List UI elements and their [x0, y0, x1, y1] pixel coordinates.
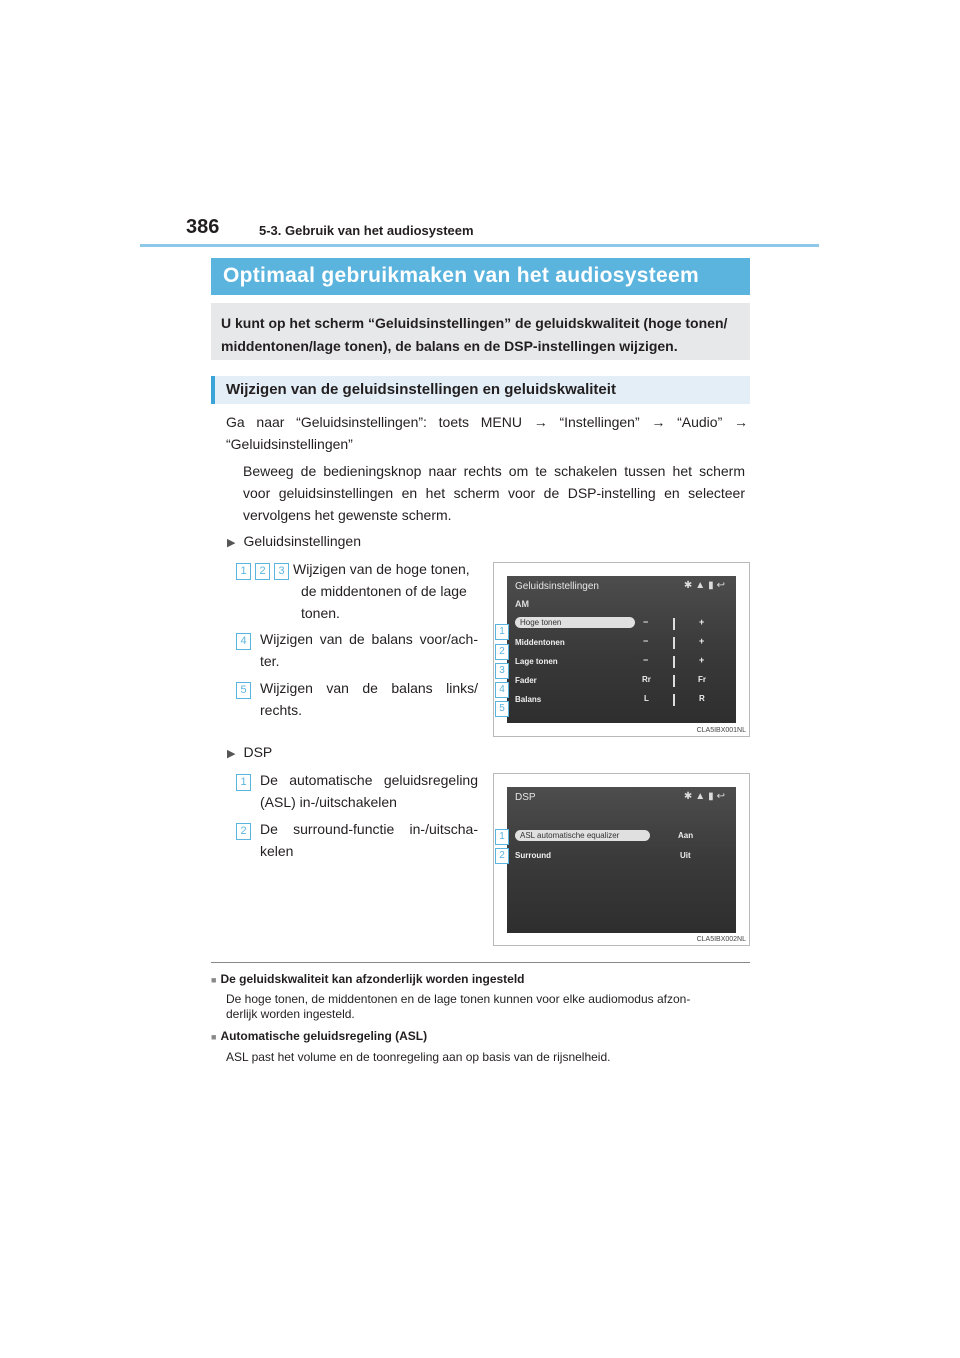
note-1-line2: derlijk worden ingesteld.	[226, 1007, 355, 1021]
row-lage-tonen: Lage tonen	[515, 657, 558, 666]
callout-4: 4	[495, 682, 509, 698]
geluid-item-1-3-line2: de middentonen of de lage	[301, 583, 467, 599]
notes-divider	[211, 962, 750, 963]
dsp-item-1-line2: (ASL) in-/uitschakelen	[260, 794, 397, 810]
note-1-line1: De hoge tonen, de middentonen en de lage tonen kunnen voor elke audiomodus afzon-	[226, 992, 691, 1006]
callout-2: 2	[495, 848, 509, 864]
number-badge: 2	[255, 563, 270, 580]
screenshot-geluidsinstellingen	[493, 562, 750, 737]
screen-display	[507, 576, 736, 723]
status-icons: ✱▲▮↩	[683, 580, 728, 591]
figure-caption: CLA5IBX002NL	[696, 936, 746, 943]
dsp-heading: ▶ DSP	[227, 744, 273, 760]
header-rule	[140, 244, 819, 247]
note-1-heading: ■ De geluidskwaliteit kan afzonderlijk worden ingesteld	[211, 972, 525, 986]
plus-icon: +	[699, 636, 705, 646]
subsection-heading: Wijzigen van de geluidsinstellingen en geluidskwaliteit	[226, 381, 616, 398]
dsp-item-2-line2: kelen	[260, 843, 294, 859]
geluid-item-1-3: 1 2 3 Wijzigen van de hoge tonen,	[236, 558, 470, 580]
geluid-item-4	[236, 628, 255, 650]
fader-rear-label: Rr	[642, 675, 651, 684]
plus-icon: +	[699, 655, 705, 665]
number-badge: 3	[274, 563, 289, 580]
desc-line-2: voor geluidsinstellingen en het scherm voor de DSP-instelling en selecteer	[243, 485, 745, 501]
status-icons: ✱▲▮↩	[683, 791, 728, 802]
source-label: AM	[515, 599, 529, 609]
callout-2: 2	[495, 644, 509, 660]
asl-value: Aan	[678, 831, 694, 840]
nav-line-2: “Geluidsinstellingen”	[226, 436, 353, 452]
note-2-heading: ■ Automatische geluidsregeling (ASL)	[211, 1029, 428, 1043]
minus-icon: −	[643, 655, 649, 665]
number-badge: 5	[236, 682, 251, 699]
callout-5: 5	[495, 701, 509, 717]
surround-value: Uit	[680, 851, 691, 860]
slider-marker	[673, 675, 675, 687]
note-2-line1: ASL past het volume en de toonregeling aan op basis van de rijsnelheid.	[226, 1050, 611, 1064]
slider-marker	[673, 637, 675, 649]
balance-left-label: L	[644, 694, 649, 703]
slider-marker	[673, 618, 675, 630]
callout-1: 1	[495, 624, 509, 640]
slider-marker	[673, 694, 675, 706]
screen-display	[507, 787, 736, 933]
subsection-heading-bar	[211, 376, 750, 404]
dsp-item-1	[236, 769, 255, 791]
geluid-heading: ▶ Geluidsinstellingen	[227, 533, 361, 549]
square-bullet-icon: ■	[211, 1032, 217, 1042]
callout-3: 3	[495, 663, 509, 679]
callout-1: 1	[495, 829, 509, 845]
number-badge: 1	[236, 774, 251, 791]
row-surround: Surround	[515, 851, 551, 860]
geluid-item-5	[236, 677, 255, 699]
fader-front-label: Fr	[698, 675, 706, 684]
number-badge: 1	[236, 563, 251, 580]
row-asl: ASL automatische equalizer	[515, 830, 650, 841]
square-bullet-icon: ■	[211, 975, 217, 985]
number-badge: 4	[236, 633, 251, 650]
triangle-bullet-icon: ▶	[227, 748, 236, 760]
intro-box: U kunt op het scherm “Geluidsinstellingen” de geluidskwaliteit (hoge tonen/ middentonen/lage tonen), de balans en de DSP-instellingen wijzigen.	[211, 303, 750, 360]
figure-caption: CLA5IBX001NL	[696, 727, 746, 734]
desc-line-3: vervolgens het gewenste scherm.	[243, 507, 452, 523]
dsp-item-2	[236, 818, 255, 840]
geluid-item-4-line1: Wijzigen van de balans voor/ach-	[260, 631, 478, 647]
geluid-item-4-line2: ter.	[260, 653, 280, 669]
nav-line-1: Ga naar “Geluidsinstellingen”: toets MENU → “Instellingen” → “Audio” →	[226, 414, 748, 430]
chapter-title: 5-3. Gebruik van het audiosysteem	[259, 223, 474, 238]
plus-icon: +	[699, 617, 705, 627]
screen-title: Geluidsinstellingen	[515, 581, 599, 592]
screen-title: DSP	[515, 792, 536, 803]
section-title: Optimaal gebruikmaken van het audiosysteem	[223, 264, 699, 287]
screenshot-dsp	[493, 773, 750, 946]
slider-marker	[673, 656, 675, 668]
row-hoge-tonen: Hoge tonen	[515, 617, 635, 628]
dsp-item-2-line1: De surround-functie in-/uitscha-	[260, 821, 478, 837]
row-fader: Fader	[515, 676, 537, 685]
dsp-item-1-line1: De automatische geluidsregeling	[260, 772, 478, 788]
section-title-bar	[211, 258, 750, 295]
number-badge: 2	[236, 823, 251, 840]
geluid-item-5-line2: rechts.	[260, 702, 303, 718]
minus-icon: −	[643, 636, 649, 646]
triangle-bullet-icon: ▶	[227, 537, 236, 549]
minus-icon: −	[643, 617, 649, 627]
row-balans: Balans	[515, 695, 542, 704]
balance-right-label: R	[699, 694, 705, 703]
desc-line-1: Beweeg de bedieningsknop naar rechts om te schakelen tussen het scherm	[243, 463, 745, 479]
geluid-item-5-line1: Wijzigen van de balans links/	[260, 680, 478, 696]
geluid-item-1-3-line3: tonen.	[301, 605, 340, 621]
page-number: 386	[186, 216, 220, 238]
row-middentonen: Middentonen	[515, 638, 565, 647]
